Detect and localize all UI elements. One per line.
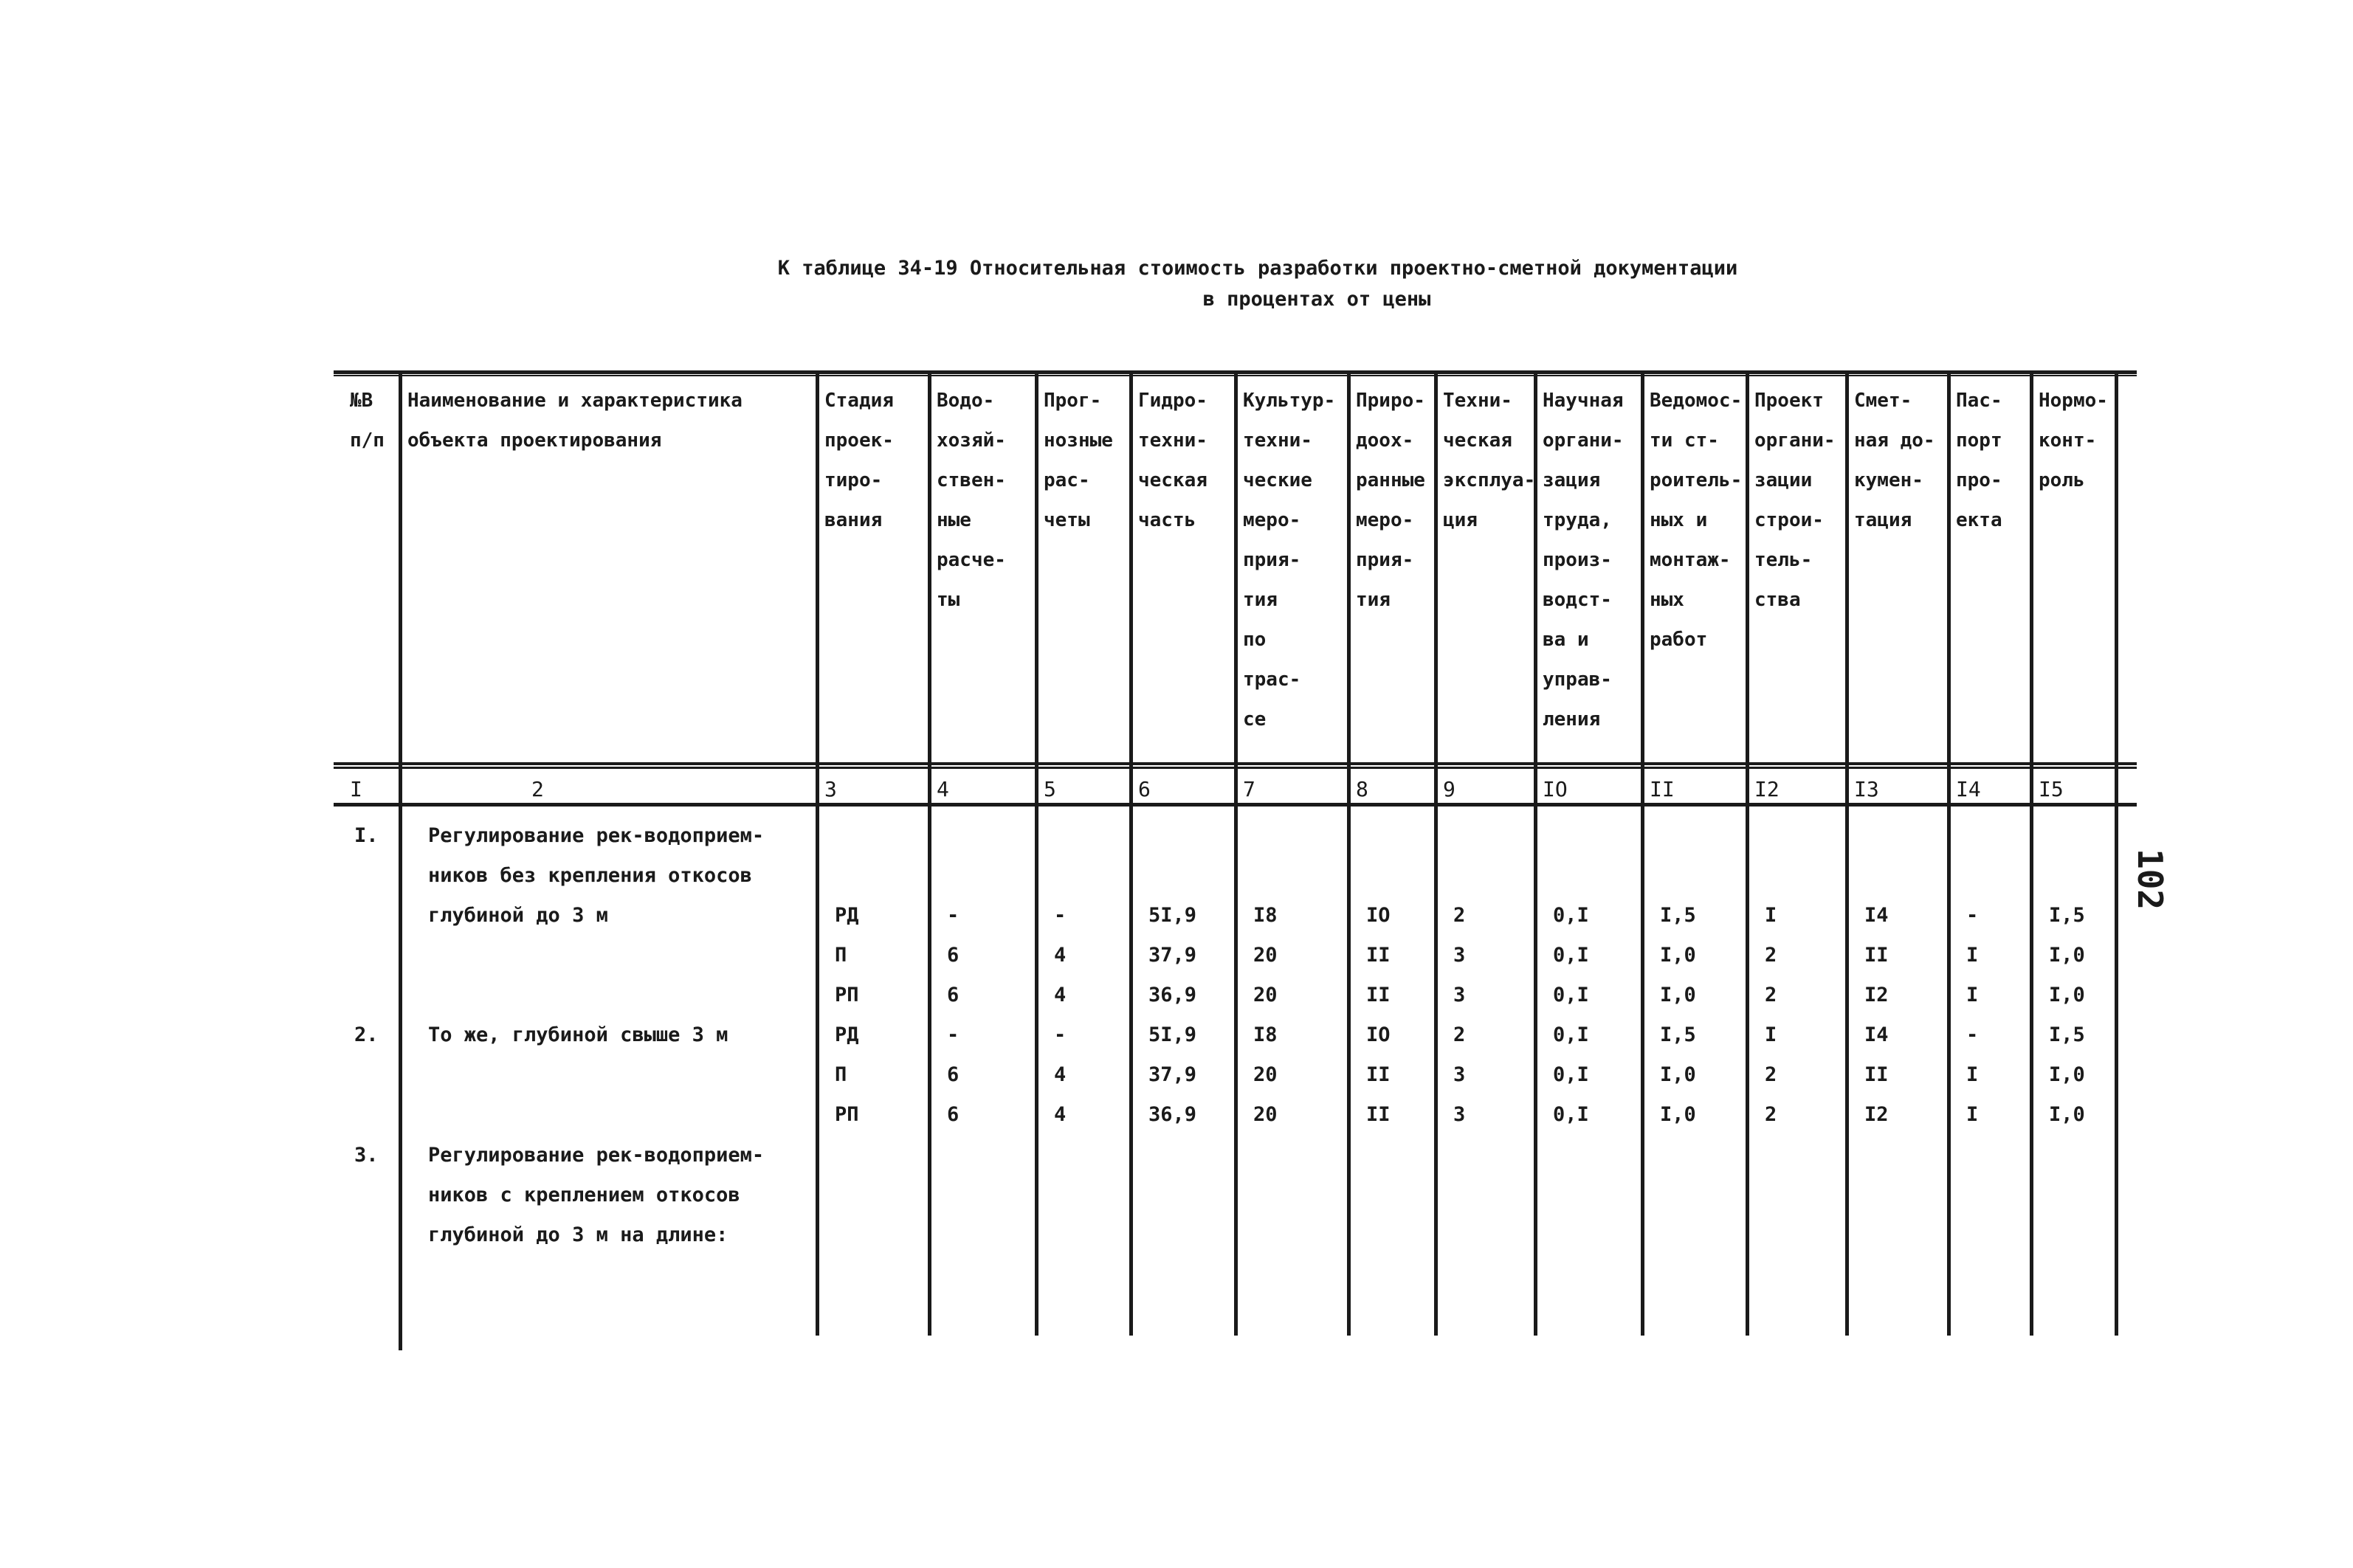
- table-cell: 3: [1453, 1103, 1466, 1126]
- header-cell: Техни- ческая эксплуа- ция: [1443, 390, 1536, 531]
- table-cell: 20: [1253, 944, 1278, 967]
- table-cell: 6: [947, 944, 960, 967]
- header-cell: Приро- доох- ранные меро- прия- тия: [1356, 390, 1425, 611]
- table-cell: 37,9: [1148, 944, 1197, 967]
- table-cell: 6: [947, 984, 960, 1006]
- table-cell: I8: [1253, 1023, 1278, 1046]
- table-cell: IO: [1366, 1023, 1391, 1046]
- table-cell: 36,9: [1148, 1103, 1197, 1126]
- column-divider: [1746, 370, 1749, 1336]
- table-cell: П: [835, 944, 847, 967]
- header-cell: Нормо- конт- роль: [2039, 390, 2108, 491]
- column-divider: [1035, 370, 1038, 1336]
- table-cell: РД: [835, 904, 859, 927]
- column-divider: [1347, 370, 1351, 1336]
- table-cell: I,0: [1660, 1103, 1696, 1126]
- table-cell: -: [1966, 1023, 1979, 1046]
- table-cell: РД: [835, 1023, 859, 1046]
- table-cell: II: [1864, 1063, 1889, 1086]
- table-cell: II: [1366, 1103, 1391, 1126]
- column-number: I2: [1754, 777, 1780, 801]
- table-cell: I,0: [1660, 1063, 1696, 1086]
- column-divider: [1947, 370, 1951, 1336]
- table-cell: 20: [1253, 984, 1278, 1006]
- header-cell: Проект органи- зации строи- тель- ства: [1754, 390, 1836, 611]
- column-divider: [1129, 370, 1133, 1336]
- column-divider: [2115, 370, 2118, 1336]
- row-number: 3.: [354, 1144, 379, 1167]
- table-cell: I: [1765, 1023, 1777, 1046]
- table-cell: 5I,9: [1148, 904, 1197, 927]
- column-number: 9: [1443, 777, 1455, 801]
- column-divider: [816, 370, 819, 1336]
- table-cell: РП: [835, 984, 859, 1006]
- table-cell: 3: [1453, 1063, 1466, 1086]
- header-cell: Прог- нозные рас- четы: [1044, 390, 1113, 531]
- table-cell: -: [947, 904, 960, 927]
- table-cell: 0,I: [1553, 1063, 1589, 1086]
- row-description: глубиной до 3 м на длине:: [428, 1223, 728, 1246]
- table-cell: -: [1054, 1023, 1067, 1046]
- header-cell: Пас- порт про- екта: [1956, 390, 2002, 531]
- table-cell: 0,I: [1553, 1023, 1589, 1046]
- table-cell: 2: [1453, 904, 1466, 927]
- table-cell: I,0: [2049, 1103, 2085, 1126]
- row-description: ников с креплением откосов: [428, 1184, 740, 1206]
- table-cell: I,0: [2049, 944, 2085, 967]
- table-cell: II: [1366, 944, 1391, 967]
- header-cell: Наименование и характеристика объекта проектирования: [407, 390, 743, 452]
- table-cell: 2: [1765, 1063, 1777, 1086]
- document-title-line1: К таблице 34-19 Относительная стоимость разработки проектно-сметной документации: [777, 257, 1738, 280]
- row-number: I.: [354, 824, 379, 847]
- header-cell: Гидро- техни- ческая часть: [1138, 390, 1207, 531]
- table-cell: 4: [1054, 944, 1067, 967]
- table-cell: I: [1966, 1063, 1979, 1086]
- table-cell: -: [947, 1023, 960, 1046]
- table-cell: РП: [835, 1103, 859, 1126]
- page-number: 102: [2130, 849, 2170, 911]
- table-cell: 4: [1054, 984, 1067, 1006]
- table-cell: 4: [1054, 1103, 1067, 1126]
- column-divider: [2030, 370, 2033, 1336]
- table-cell: IO: [1366, 904, 1391, 927]
- table-cell: I,5: [2049, 904, 2085, 927]
- table-cell: II: [1366, 1063, 1391, 1086]
- row-description: глубиной до 3 м: [428, 904, 608, 927]
- table-cell: 5I,9: [1148, 1023, 1197, 1046]
- table-cell: 20: [1253, 1063, 1278, 1086]
- column-number: I: [350, 777, 362, 801]
- column-divider: [928, 370, 931, 1336]
- column-number: 4: [937, 777, 949, 801]
- column-number: 2: [531, 777, 544, 801]
- row-description: То же, глубиной свыше 3 м: [428, 1023, 728, 1046]
- table-cell: 6: [947, 1103, 960, 1126]
- table-cell: -: [1054, 904, 1067, 927]
- column-number: 5: [1044, 777, 1056, 801]
- table-cell: I,0: [2049, 984, 2085, 1006]
- header-cell: Стадия проек- тиро- вания: [824, 390, 894, 531]
- table-cell: 3: [1453, 944, 1466, 967]
- row-description: ников без крепления откосов: [428, 864, 752, 887]
- table-cell: 6: [947, 1063, 960, 1086]
- table-cell: 0,I: [1553, 984, 1589, 1006]
- table-cell: 37,9: [1148, 1063, 1197, 1086]
- table-cell: I: [1966, 984, 1979, 1006]
- column-number: 7: [1243, 777, 1255, 801]
- row-number: 2.: [354, 1023, 379, 1046]
- table-cell: 4: [1054, 1063, 1067, 1086]
- table-cell: I4: [1864, 1023, 1889, 1046]
- table-cell: 0,I: [1553, 944, 1589, 967]
- column-divider: [1234, 370, 1238, 1336]
- column-number: 8: [1356, 777, 1368, 801]
- table-cell: 0,I: [1553, 1103, 1589, 1126]
- column-divider: [1641, 370, 1644, 1336]
- table-cell: I,5: [1660, 1023, 1696, 1046]
- header-cell: Ведомос- ти ст- роитель- ных и монтаж- ных работ: [1650, 390, 1743, 651]
- row-description: Регулирование рек-водоприем-: [428, 1144, 765, 1167]
- table-cell: I: [1966, 1103, 1979, 1126]
- table-cell: I8: [1253, 904, 1278, 927]
- column-number: 6: [1138, 777, 1151, 801]
- header-cell: №В п/п: [350, 390, 385, 452]
- table-cell: 2: [1765, 1103, 1777, 1126]
- document-title-line2: в процентах от цены: [1202, 288, 1431, 311]
- table-cell: II: [1864, 944, 1889, 967]
- column-number: 3: [824, 777, 837, 801]
- table-cell: 2: [1765, 944, 1777, 967]
- table-cell: I,5: [1660, 904, 1696, 927]
- column-divider: [1845, 370, 1849, 1336]
- column-number: I5: [2039, 777, 2064, 801]
- table-cell: I,0: [2049, 1063, 2085, 1086]
- table-cell: П: [835, 1063, 847, 1086]
- table-cell: I4: [1864, 904, 1889, 927]
- table-cell: I,0: [1660, 944, 1696, 967]
- header-cell: Культур- техни- ческие меро- прия- тия по трас- се: [1243, 390, 1336, 731]
- table-cell: -: [1966, 904, 1979, 927]
- table-cell: I: [1966, 944, 1979, 967]
- column-number: II: [1650, 777, 1675, 801]
- column-number: I4: [1956, 777, 1981, 801]
- table-cell: 0,I: [1553, 904, 1589, 927]
- header-cell: Смет- ная до- кумен- тация: [1854, 390, 1935, 531]
- table-cell: 3: [1453, 984, 1466, 1006]
- header-cell: Водо- хозяй- ствен- ные расче- ты: [937, 390, 1006, 611]
- table-cell: II: [1366, 984, 1391, 1006]
- table-cell: 2: [1453, 1023, 1466, 1046]
- table-cell: 36,9: [1148, 984, 1197, 1006]
- table-cell: I,5: [2049, 1023, 2085, 1046]
- header-cell: Научная органи- зация труда, произ- водст- ва и управ- ления: [1543, 390, 1624, 731]
- column-divider: [399, 370, 402, 1350]
- table-cell: I2: [1864, 1103, 1889, 1126]
- column-number: I3: [1854, 777, 1879, 801]
- table-cell: I,0: [1660, 984, 1696, 1006]
- column-divider: [1434, 370, 1438, 1336]
- table-cell: I: [1765, 904, 1777, 927]
- table-cell: I2: [1864, 984, 1889, 1006]
- table-cell: 2: [1765, 984, 1777, 1006]
- column-number: IO: [1543, 777, 1568, 801]
- table-cell: 20: [1253, 1103, 1278, 1126]
- row-description: Регулирование рек-водоприем-: [428, 824, 765, 847]
